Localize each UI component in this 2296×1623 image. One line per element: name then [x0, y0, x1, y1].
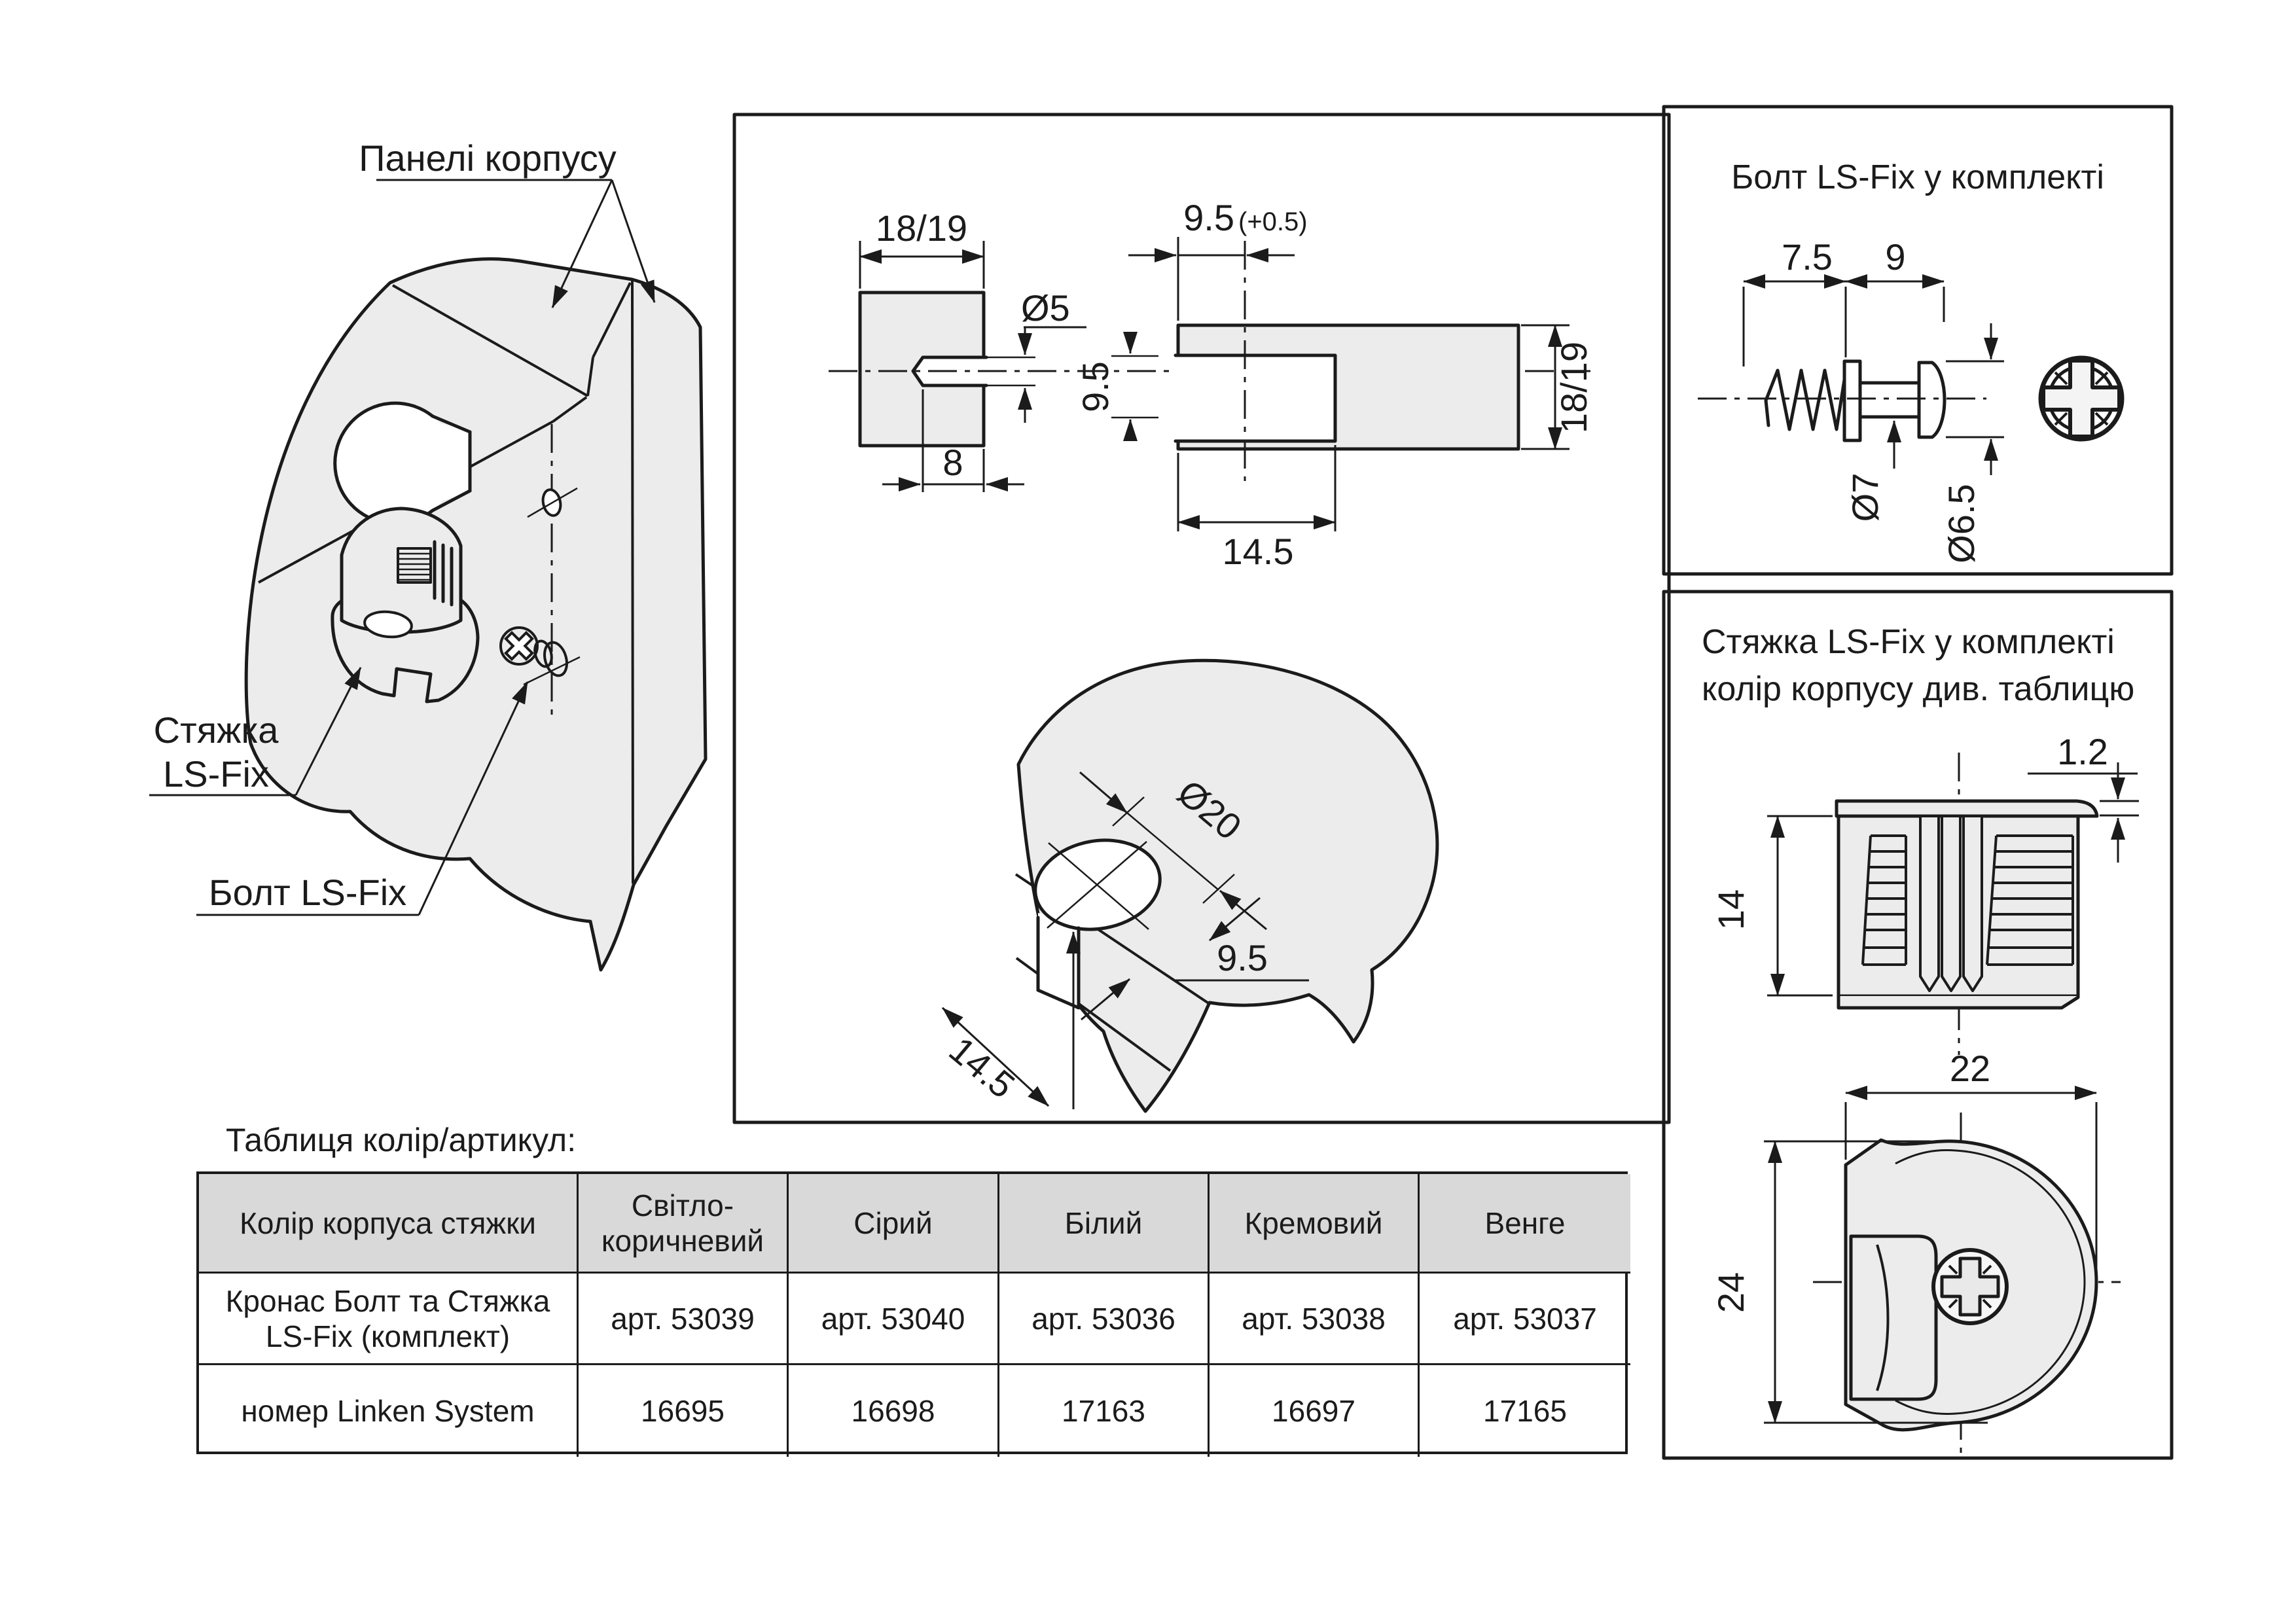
- cam-label-line1: Стяжка: [153, 709, 279, 751]
- table-row-linken-label: номер Linken System: [199, 1365, 579, 1457]
- dim-7-5: 7.5: [1782, 236, 1833, 277]
- dim-edge-offset: [1128, 197, 1308, 321]
- dim-o20: Ø20: [1170, 771, 1249, 848]
- dim-o7: Ø7: [1844, 473, 1886, 522]
- cam-label-line2: LS-Fix: [163, 753, 269, 795]
- panel-separation-edge: [632, 279, 633, 883]
- table-linken-grey: 16698: [789, 1365, 999, 1457]
- cam-bottom-view: [1710, 1048, 2121, 1454]
- bolt-head-side: [1919, 363, 1945, 437]
- iso-hole-view: [942, 660, 1437, 1111]
- dim-9-5-mid: 9.5: [1075, 361, 1116, 412]
- dim-o6-5: Ø6.5: [1941, 484, 1982, 563]
- cam-bottom-rim: [1839, 996, 2078, 1008]
- table-article-grey: арт. 53040: [789, 1274, 999, 1365]
- panel-silhouette: [246, 259, 706, 970]
- table-header-cream: Кремовий: [1210, 1174, 1420, 1274]
- table-header-color: Колір корпуса стяжки: [199, 1174, 579, 1274]
- table-row-article-label: Кронас Болт та Стяжка LS-Fix (комплект): [199, 1274, 579, 1365]
- dim-14: 14: [1710, 889, 1751, 931]
- dim-thread-length: [1744, 236, 1944, 366]
- bolt-neck: [1860, 383, 1919, 417]
- table-caption: Таблиця колір/артикул:: [226, 1122, 577, 1158]
- dim-head-dia: [1941, 323, 2004, 563]
- table-linken-cream: 16697: [1210, 1365, 1420, 1457]
- table-header-grey: Сірий: [789, 1174, 999, 1274]
- table-article-light-brown: арт. 53039: [579, 1274, 789, 1365]
- color-article-table: [196, 1171, 1628, 1454]
- dim-18-19-left: 18/19: [875, 207, 968, 249]
- section-second-panel: [1128, 197, 1594, 572]
- cam-flange-side: [1837, 801, 2097, 816]
- cam-box-title-line1: Стяжка LS-Fix у комплекті: [1702, 623, 2115, 661]
- dim-14-5-iso: 14.5: [941, 1028, 1023, 1107]
- cam-hole-section: [1175, 355, 1335, 441]
- table-linken-wenge: 17165: [1483, 1394, 1567, 1428]
- dim-o5: Ø5: [1021, 287, 1070, 329]
- table-article-wenge: арт. 53037: [1420, 1274, 1630, 1365]
- cam-label: [147, 708, 285, 796]
- table-linken-light-brown: 16695: [579, 1365, 789, 1457]
- bolt-flange: [1844, 361, 1860, 440]
- dim-24: 24: [1710, 1272, 1751, 1313]
- table-header-wenge: Венге: [1420, 1174, 1630, 1274]
- dim-panel-width: [860, 207, 984, 289]
- table-header-white: Білий: [999, 1174, 1210, 1274]
- table-header-light-brown: Світло-коричневий: [579, 1174, 789, 1274]
- assembly-isometric-drawing: [149, 180, 706, 970]
- dim-9: 9: [1885, 236, 1906, 277]
- table-article-white: арт. 53036: [999, 1274, 1210, 1365]
- dim-1-2: 1.2: [2057, 731, 2108, 772]
- dim-22: 22: [1949, 1048, 1991, 1089]
- dim-thread-dia: [1844, 421, 1894, 522]
- bolt-label: Болт LS-Fix: [208, 872, 407, 913]
- dim-9-5-offset: 9.5: [1183, 197, 1234, 238]
- bolt-box-title: Болт LS-Fix у комплекті: [1731, 158, 2104, 196]
- table-article-cream: арт. 53038: [1210, 1274, 1420, 1365]
- dim-cam-hole-depth: [1178, 445, 1335, 572]
- panels-label: Панелі корпусу: [359, 137, 617, 179]
- dim-9-5-iso: 9.5: [1217, 937, 1268, 978]
- dim-panel-thickness: [1521, 325, 1594, 449]
- cam-box-title-line2: колір корпусу див. таблицю: [1702, 670, 2135, 708]
- cam-bolt-pocket: [1851, 1236, 1936, 1399]
- dim-mid-offset: [1075, 332, 1158, 440]
- dim-body-height: [1710, 816, 1833, 995]
- dim-9-5-tolerance: (+0.5): [1238, 207, 1308, 236]
- bolt-thread: [1766, 370, 1844, 429]
- cam-side-view: [1710, 731, 2139, 1055]
- bolt-side-view: [1698, 236, 2122, 563]
- cam-drive-socket-icon: [1933, 1250, 2007, 1323]
- phillips-head-front-icon: [2041, 358, 2122, 439]
- dim-8: 8: [942, 442, 963, 483]
- dim-14-5-depth: 14.5: [1222, 531, 1294, 572]
- dim-18-19-right: 18/19: [1553, 341, 1594, 434]
- cam-center-splines: [1920, 817, 1982, 991]
- table-linken-white: 17163: [999, 1365, 1210, 1457]
